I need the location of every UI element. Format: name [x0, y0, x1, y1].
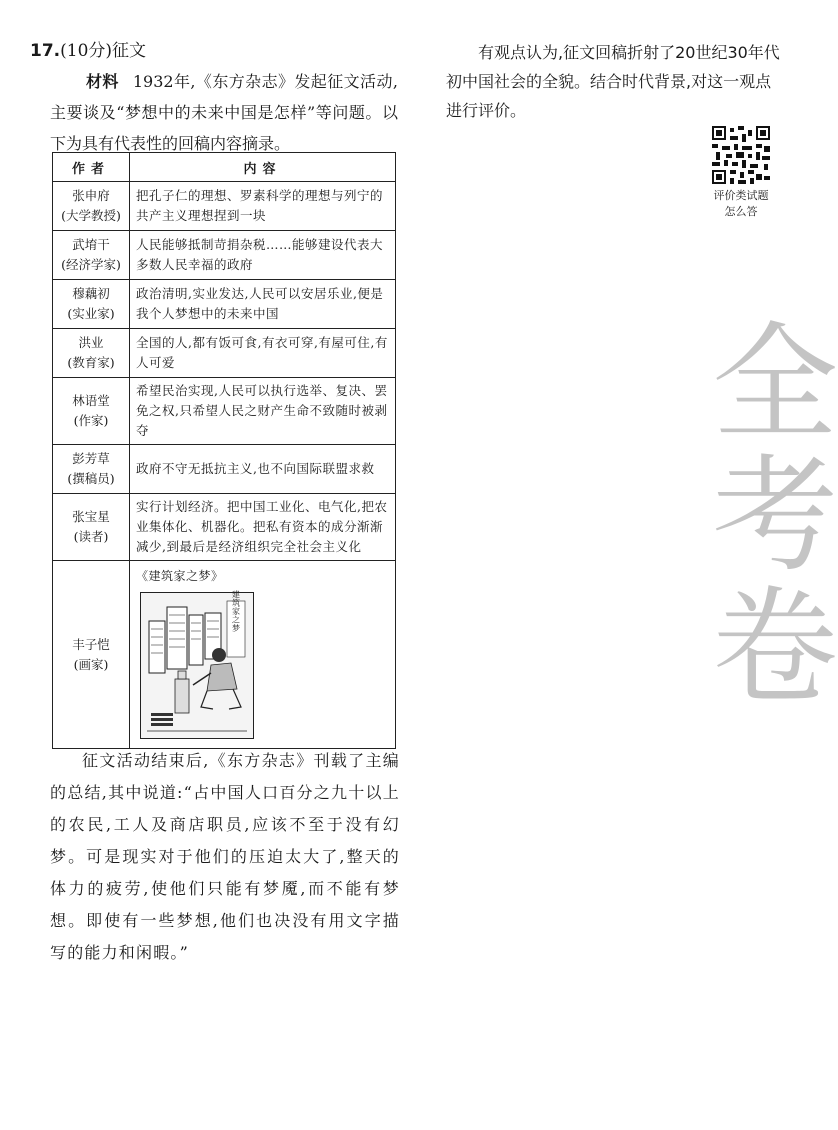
content-cell: 把孔子仁的理想、罗素科学的理想与列宁的共产主义理想捏到一块 — [130, 182, 396, 231]
author-name: 穆藕初 — [72, 286, 110, 301]
author-cell — [53, 378, 130, 445]
author-name: 张宝星 — [72, 509, 110, 524]
content-cell: 政府不守无抵抗主义,也不向国际联盟求救 — [130, 445, 396, 494]
author-cell — [53, 561, 130, 749]
author-role: (作家) — [73, 413, 109, 428]
header-author: 作者 — [53, 153, 130, 182]
cartoon-inner-title: 建筑家之梦 — [231, 589, 241, 633]
cartoon-caption: 《建筑家之梦》 — [136, 569, 224, 583]
qr-caption — [700, 188, 782, 220]
content-cell: 全国的人,都有饭可食,有衣可穿,有屋可住,有人可爱 — [130, 329, 396, 378]
author-name: 彭芳草 — [72, 451, 110, 466]
header-content: 内容 — [130, 153, 396, 182]
qr-caption-line: 怎么答 — [724, 205, 758, 218]
author-name: 武堉干 — [72, 237, 110, 252]
author-name: 丰子恺 — [72, 636, 110, 652]
question-score: (10分) — [60, 41, 113, 61]
question-number: 17. — [30, 41, 61, 61]
table-row — [53, 329, 396, 378]
content-cell: 政治清明,实业发达,人民可以安居乐业,便是我个人梦想中的未来中国 — [130, 280, 396, 329]
author-name: 林语堂 — [72, 393, 110, 408]
qr-caption-line: 评价类试题 — [713, 189, 769, 202]
question-type: 征文 — [112, 41, 147, 61]
table-row — [53, 494, 396, 561]
author-name: 张申府 — [72, 188, 110, 203]
table-row — [53, 561, 396, 749]
material-label: 材料 — [86, 72, 119, 91]
author-role: (实业家) — [67, 306, 115, 321]
table-row — [53, 280, 396, 329]
table-header-row — [53, 153, 396, 182]
author-cell — [53, 494, 130, 561]
author-cell — [53, 445, 130, 494]
question-header — [30, 40, 146, 62]
author-role: (画家) — [73, 656, 109, 672]
submissions-table — [52, 152, 396, 749]
cartoon-image — [140, 589, 254, 739]
qr-code-icon[interactable] — [712, 126, 770, 184]
author-cell — [53, 231, 130, 280]
table-row — [53, 231, 396, 280]
content-cell: 希望民治实现,人民可以执行选举、复决、罢免之权,只希望人民之财产生命不致随时被剥夺 — [130, 378, 396, 445]
editor-summary-paragraph: 征文活动结束后,《东方杂志》刊载了主编的总结,其中说道:“占中国人口百分之九十以上的农民,工人及商店职员,应该不至于没有幻梦。可是现实对于他们的压迫太大了,整天的体力的疲劳,使他们只能有梦魇,而不能有梦想。即使有一些梦想,他们也决没有用文字描写的能力和闲暇。” — [50, 751, 400, 962]
cartoon-cell — [130, 561, 396, 749]
table-row — [53, 445, 396, 494]
table-row — [53, 378, 396, 445]
table-row — [53, 182, 396, 231]
question-prompt: 有观点认为,征文回稿折射了20世纪30年代初中国社会的全貌。结合时代背景,对这一观点进行评价。 — [446, 43, 780, 120]
author-cell — [53, 182, 130, 231]
author-name: 洪业 — [78, 335, 104, 350]
content-cell: 实行计划经济。把中国工业化、电气化,把农业集体化、机器化。把私有资本的成分渐渐减少,到最后是经济组织完全社会主义化 — [130, 494, 396, 561]
author-cell — [53, 329, 130, 378]
watermark-char: 考 — [712, 442, 838, 589]
author-role: (读者) — [73, 529, 109, 544]
watermark-char: 卷 — [712, 574, 838, 721]
material-intro — [50, 66, 398, 159]
author-cell — [53, 280, 130, 329]
author-role: (大学教授) — [61, 208, 121, 223]
watermark — [712, 310, 838, 721]
content-cell: 人民能够抵制苛捐杂税……能够建设代表大多数人民幸福的政府 — [130, 231, 396, 280]
material-intro-text: 1932年,《东方杂志》发起征文活动,主要谈及“梦想中的未来中国是怎样”等问题。以下为具有代表性的回稿内容摘录。 — [50, 72, 398, 153]
author-role: (撰稿员) — [67, 471, 115, 486]
author-role: (经济学家) — [61, 257, 121, 272]
watermark-char: 全 — [712, 310, 838, 457]
author-role: (教育家) — [67, 355, 115, 370]
